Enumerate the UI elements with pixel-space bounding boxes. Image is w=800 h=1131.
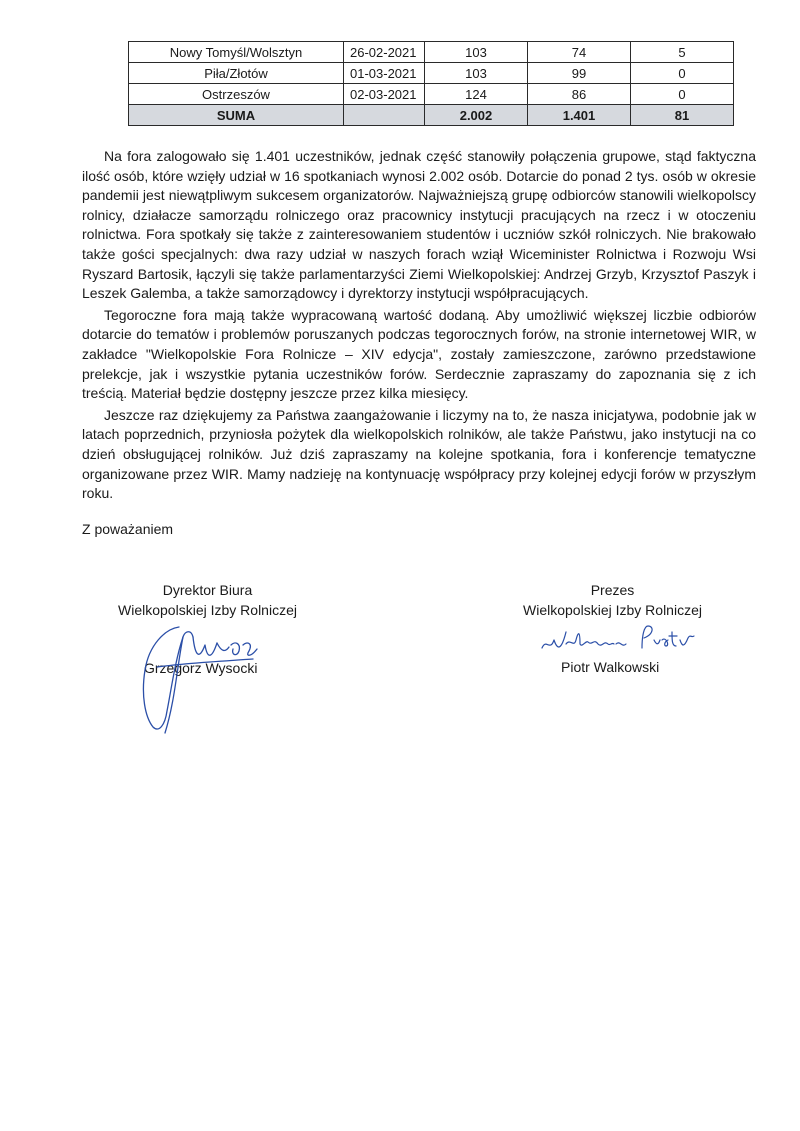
- sum-date: [344, 105, 425, 126]
- table-cell-place: Nowy Tomyśl/Wolsztyn: [129, 42, 344, 63]
- paragraph: Jeszcze raz dziękujemy za Państwa zaangażowanie i liczymy na to, że nasza inicjatywa, podobnie jak w latach poprzednich, przyniosła pożytek dla wielkopolskich rolników, ale także Państwu, jako instytucji na co dzień obsługującej rolników. Już dziś zapraszamy na kolejne spotkania, fora i konferencje tematyczne organizowane przez WIR. Mamy nadzieję na kontynuację współpracy przy kolejnej edycji forów w przyszłym roku.: [82, 406, 756, 502]
- signatory-organization: Wielkopolskiej Izby Rolniczej: [523, 602, 702, 618]
- table-cell-value: 0: [631, 63, 734, 84]
- table-cell-value: 5: [631, 42, 734, 63]
- signatory-title: Dyrektor Biura: [162, 582, 253, 598]
- signature-block-right: [505, 580, 720, 620]
- signature-block-left: [100, 580, 315, 620]
- table-row: [129, 42, 734, 63]
- table-sum-row: [129, 105, 734, 126]
- letter-body: [82, 147, 756, 506]
- signatory-name: Grzegorz Wysocki: [144, 660, 258, 676]
- participants-table: [128, 41, 734, 126]
- table-cell-value: 99: [528, 63, 631, 84]
- table-cell-date: 01-03-2021: [344, 63, 425, 84]
- handwritten-signature-right: [538, 618, 698, 658]
- table-cell-value: 124: [425, 84, 528, 105]
- sum-value: 2.002: [425, 105, 528, 126]
- table-cell-date: 02-03-2021: [344, 84, 425, 105]
- table-row: [129, 63, 734, 84]
- table-cell-value: 103: [425, 42, 528, 63]
- signatory-title: Prezes: [590, 582, 635, 598]
- table-cell-value: 74: [528, 42, 631, 63]
- table-cell-place: Piła/Złotów: [129, 63, 344, 84]
- table-cell-value: 86: [528, 84, 631, 105]
- table-cell-value: 0: [631, 84, 734, 105]
- handwritten-signature-left: [135, 615, 265, 740]
- table-row: [129, 84, 734, 105]
- closing-salutation: Z poważaniem: [82, 521, 174, 537]
- paragraph: Tegoroczne fora mają także wypracowaną wartość dodaną. Aby umożliwić większej liczbie odbiorów dotarcie do tematów i problemów poruszanych podczas tegorocznych forów, na stronie internetowej WIR, w zakładce "Wielkopolskie Fora Rolnicze – XIV edycja", zostały zamieszczone, zarówno przedstawione prelekcje, jak i wszystkie pytania uczestników forów. Serdecznie zapraszamy do zapoznania się z ich treścią. Materiał będzie dostępny jeszcze przez kilka miesięcy.: [82, 306, 756, 402]
- table-cell-place: Ostrzeszów: [129, 84, 344, 105]
- sum-value: 1.401: [528, 105, 631, 126]
- signatory-organization: Wielkopolskiej Izby Rolniczej: [118, 602, 297, 618]
- signatory-name: Piotr Walkowski: [561, 659, 660, 675]
- sum-label: SUMA: [129, 105, 344, 126]
- table-cell-value: 103: [425, 63, 528, 84]
- paragraph: Na fora zalogowało się 1.401 uczestników, jednak część stanowiły połączenia grupowe, stąd faktyczna ilość osób, które wzięły udział w 16 spotkaniach wynosi 2.002 osób. Dotarcie do ponad 2 tys. osób w okresie pandemii jest niewątpliwym sukcesem organizatorów. Najważniejszą grupę odbiorców stanowili wielkopolscy rolnicy, działacze samorządu rolniczego oraz pracownicy instytucji pracujących na rzecz i w otoczeniu rolnictwa. Fora spotkały się także z zainteresowaniem studentów i uczniów szkół rolniczych. Nie brakowało także gości specjalnych: dwa razy udział w naszych forach wziął Wiceminister Rolnictwa i Rozwoju Wsi Ryszard Bartosik, łączyli się także parlamentarzyści Ziemi Wielkopolskiej: Andrzej Grzyb, Krzysztof Paszyk i Leszek Galemba, a także samorządowcy i dyrektorzy instytucji współpracujących.: [82, 148, 756, 302]
- sum-value: 81: [631, 105, 734, 126]
- table-cell-date: 26-02-2021: [344, 42, 425, 63]
